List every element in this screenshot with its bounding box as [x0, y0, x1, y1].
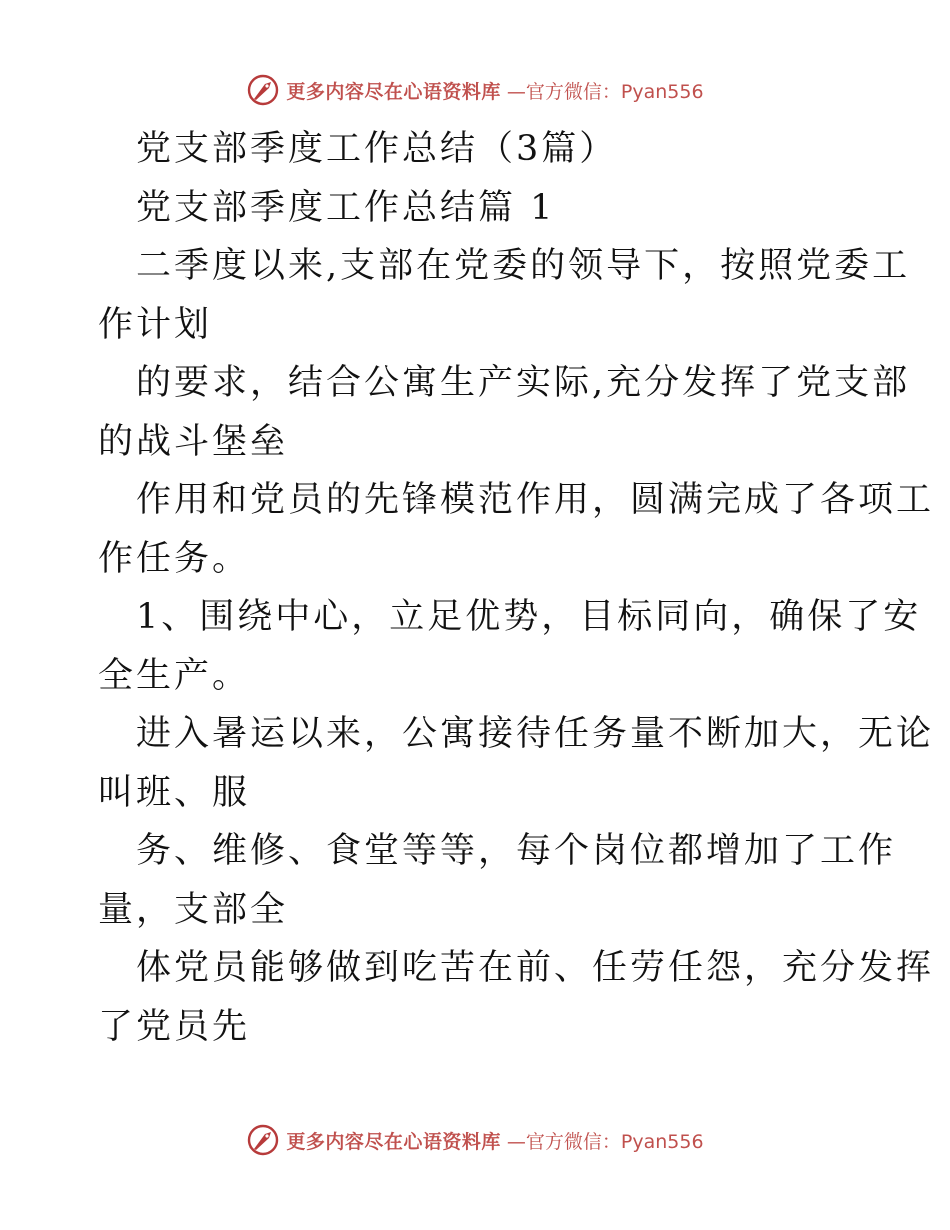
- body-text-line: 务、维修、食堂等等，每个岗位都增加了工作: [136, 831, 897, 871]
- body-text-line: 二季度以来,支部在党委的领导下，按照党委工: [136, 246, 911, 286]
- footer-banner: [0, 1120, 950, 1160]
- site-slogan: 更多内容尽在心语资料库: [286, 80, 501, 103]
- body-text-line: 进入暑运以来，公寓接待任务量不断加大，无论: [136, 714, 935, 754]
- document-body: [98, 120, 935, 1056]
- section-heading: 党支部季度工作总结篇 1: [136, 187, 556, 228]
- wechat-id: —官方微信：Pyan556: [506, 80, 704, 103]
- body-text-line: 叫班、服: [98, 772, 251, 813]
- body-text-line: 全生产。: [98, 655, 251, 696]
- pen-nib-logo-icon: [246, 73, 280, 107]
- body-text-line: 作用和党员的先锋模范作用，圆满完成了各项工: [136, 480, 935, 520]
- body-text-line: 的要求，结合公寓生产实际,充分发挥了党支部: [136, 363, 911, 403]
- pen-nib-logo-icon: [246, 1123, 280, 1157]
- body-text-line: 的战斗堡垒: [98, 421, 289, 462]
- site-slogan: 更多内容尽在心语资料库: [286, 1130, 501, 1153]
- wechat-id: —官方微信：Pyan556: [506, 1130, 704, 1153]
- body-text-line: 作任务。: [98, 538, 251, 579]
- body-text-line: 量，支部全: [98, 889, 289, 930]
- body-text-line: 作计划: [98, 304, 213, 345]
- body-text-line: 体党员能够做到吃苦在前、任劳任怨，充分发挥: [136, 948, 935, 988]
- body-text-line: 了党员先: [98, 1006, 251, 1047]
- body-text-line: 1、围绕中心，立足优势，目标同向，确保了安: [136, 597, 922, 637]
- document-title: 党支部季度工作总结（3篇）: [136, 129, 618, 169]
- header-banner: [0, 70, 950, 110]
